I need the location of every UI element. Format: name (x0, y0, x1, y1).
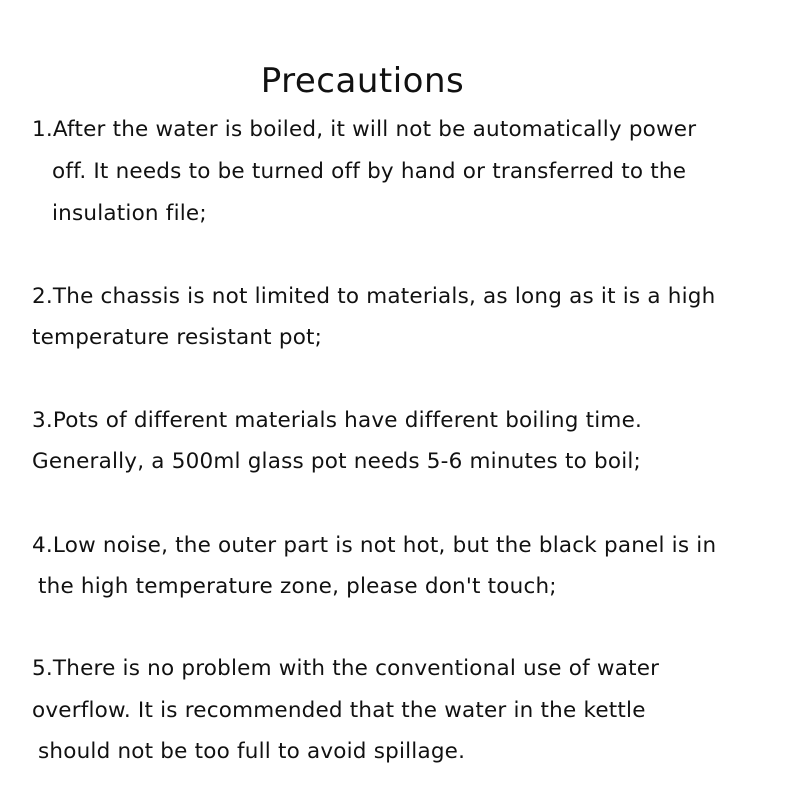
precaution-1-line-1: 1.After the water is boiled, it will not be automatically power (32, 117, 697, 142)
precaution-3-line-2: Generally, a 500ml glass pot needs 5-6 minutes to boil; (32, 449, 641, 474)
precaution-4-line-1: 4.Low noise, the outer part is not hot, but the black panel is in (32, 533, 717, 558)
precaution-5-line-2: overflow. It is recommended that the water in the kettle (32, 698, 646, 723)
precaution-5-line-3: should not be too full to avoid spillage. (38, 739, 466, 764)
precaution-3-line-1: 3.Pots of different materials have different boiling time. (32, 408, 643, 433)
precaution-1-line-2: off. It needs to be turned off by hand or transferred to the (52, 159, 687, 184)
precaution-4-line-2: the high temperature zone, please don't touch; (38, 574, 557, 599)
precaution-2-line-1: 2.The chassis is not limited to materials, as long as it is a high (32, 284, 716, 309)
precaution-1-line-3: insulation file; (52, 201, 207, 226)
page-title: Precautions (260, 60, 465, 101)
precaution-2-line-2: temperature resistant pot; (32, 325, 323, 350)
precaution-5-line-1: 5.There is no problem with the conventional use of water (32, 656, 660, 681)
